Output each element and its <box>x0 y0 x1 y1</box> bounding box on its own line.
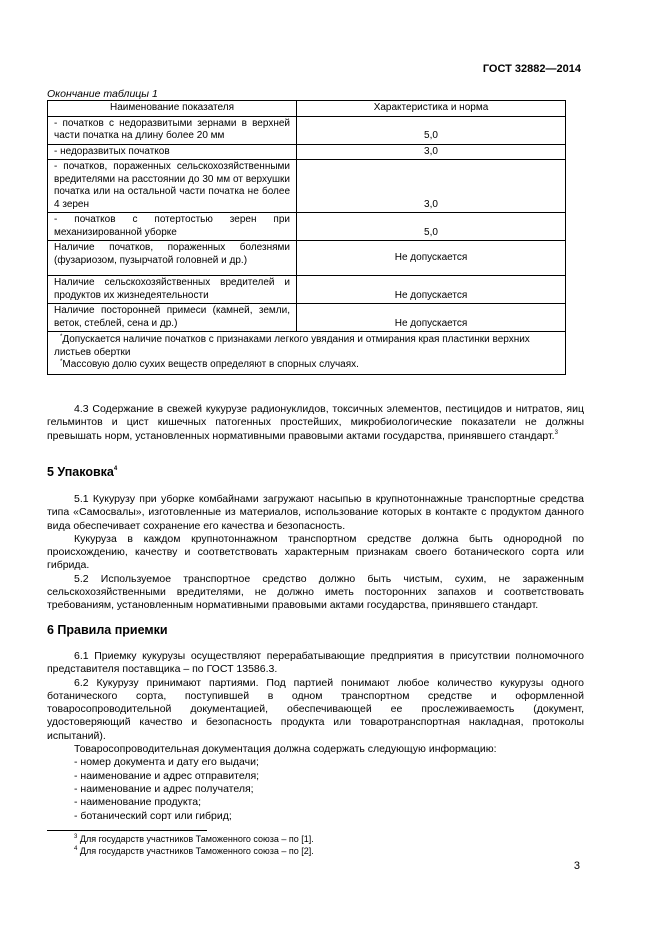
footnote-3: $^3$ Для государств участников Таможенного союза – по [1]. <box>74 834 314 844</box>
table-row <box>48 160 566 213</box>
table-row <box>48 116 566 144</box>
row-value: 3,0 <box>297 160 566 213</box>
footnote-4: $^4$ Для государств участников Таможенного союза – по [2]. <box>74 845 314 856</box>
row-name: - недоразвитых початков <box>48 144 297 160</box>
table-row <box>48 304 566 332</box>
table-notes-row <box>48 332 566 375</box>
row-name: Наличие посторонней примеси (камней, земли, веток, стеблей, сена и др.) <box>48 304 297 332</box>
paragraph-6-1: 6.1 Приемку кукурузы осуществляют перерабатывающие предприятия в присутствии полномочного представителя поставщика – по ГОСТ 13586.3. <box>47 650 584 676</box>
row-name: Наличие сельскохозяйственных вредителей и продуктов их жизнедеятельности <box>48 276 297 304</box>
section-4-3 <box>47 403 584 443</box>
table-row <box>48 213 566 241</box>
paragraph-6-3: Товаросопроводительная документация должна содержать следующую информацию: <box>74 743 497 756</box>
paragraph-5-1: 5.1 Кукурузу при уборке комбайнами загружают насыпью в крупнотоннажные транспортные средства типа «Самосвалы», изготовленные из материалов, использование которых в контакте с продуктом данного вида обеспечивает сохранение его качества и безопасность. <box>47 493 584 532</box>
row-value: 5,0 <box>297 116 566 144</box>
row-name: Наличие початков, пораженных болезнями (фузариозом, пузырчатой головней и др.) <box>48 241 297 276</box>
section-6-body <box>47 650 584 823</box>
list-item: - номер документа и дату его выдачи; <box>74 756 259 769</box>
footnotes <box>47 834 314 857</box>
row-name: - початков с потертостью зерен при механизированной уборке <box>48 213 297 241</box>
note-mark: * <box>60 359 63 365</box>
row-value: Не допускается <box>297 276 566 304</box>
table-notes <box>48 332 566 375</box>
paragraph-5-1-cont: Кукуруза в каждом крупнотоннажном транспортном средстве должна быть однородной по происхождению, качеству и соответствовать характерным признакам своего ботанического сорта или гибрида. <box>47 532 584 572</box>
row-value: Не допускается <box>297 241 566 276</box>
paragraph-4-3: 4.3 Содержание в свежей кукурузе радионуклидов, токсичных элементов, пестицидов и нитратов, яиц гельминтов и цист кишечных патогенных простейших, микробиологические показатели не должны превышать норм, установленных нормативными правовыми актами государства, принявшего стандарт.$^3$ <box>47 403 584 442</box>
row-name: - початков, пораженных сельскохозяйственными вредителями на расстоянии до 30 мм от верхушки початка или на остальной части початка не более 4 зерен <box>48 160 297 213</box>
row-name: - початков с недоразвитыми зернами в верхней части початка на длину более 20 мм <box>48 116 297 144</box>
paragraph-6-2: 6.2 Кукурузу принимают партиями. Под партией понимают любое количество кукурузы одного ботанического сорта, поступившей в одном транспортном средстве и оформленной товаросопроводительной документацией, обеспечивающей ее прослеживаемость (документ, удостоверяющий качество и безопасность продукта или товаротранспортная накладная, протоколы испытаний). <box>47 676 584 742</box>
standard-header: ГОСТ 32882—2014 <box>482 63 581 75</box>
list-item: - наименование продукта; <box>74 796 202 809</box>
row-value: 5,0 <box>297 213 566 241</box>
column-header-name: Наименование показателя <box>48 101 297 117</box>
note-mark: * <box>60 334 63 340</box>
section-6 <box>47 624 584 637</box>
paragraph-5-2: 5.2 Используемое транспортное средство должно быть чистым, сухим, не зараженным сельскохозяйственными вредителями, не должно иметь посторонних запахов и соответствовать требованиям, установленным нормативными правовыми актами государства, принявшего стандарт. <box>47 572 584 612</box>
footnote-ref-3: 3 <box>554 429 558 436</box>
section-5-body <box>47 493 584 613</box>
row-value: Не допускается <box>297 304 566 332</box>
table-row <box>48 144 566 160</box>
section-5 <box>47 466 584 479</box>
page-number: 3 <box>573 860 580 872</box>
row-value: 3,0 <box>297 144 566 160</box>
list-item: - наименование и адрес отправителя; <box>74 769 260 782</box>
table-header-row <box>48 101 566 117</box>
list-item: - наименование и адрес получателя; <box>74 782 254 795</box>
table-row <box>48 241 566 276</box>
table-note-2: *Массовую долю сухих веществ определяют в спорных случаях. <box>60 359 359 370</box>
table-caption: Окончание таблицы 1 <box>47 88 158 100</box>
section-5-heading: 5 Упаковка$^4$ <box>47 465 118 479</box>
footnote-separator <box>47 830 207 831</box>
table-note-1: *Допускается наличие початков с признаками легкого увядания и отмирания края пластинки верхних листьев обертки <box>54 334 530 358</box>
section-6-heading: 6 Правила приемки <box>47 623 168 637</box>
table-row <box>48 276 566 304</box>
column-header-value: Характеристика и норма <box>297 101 566 117</box>
footnote-ref-4: 4 <box>113 466 118 472</box>
indicator-table <box>47 100 566 375</box>
list-item: - ботанический сорт или гибрид; <box>74 809 232 822</box>
